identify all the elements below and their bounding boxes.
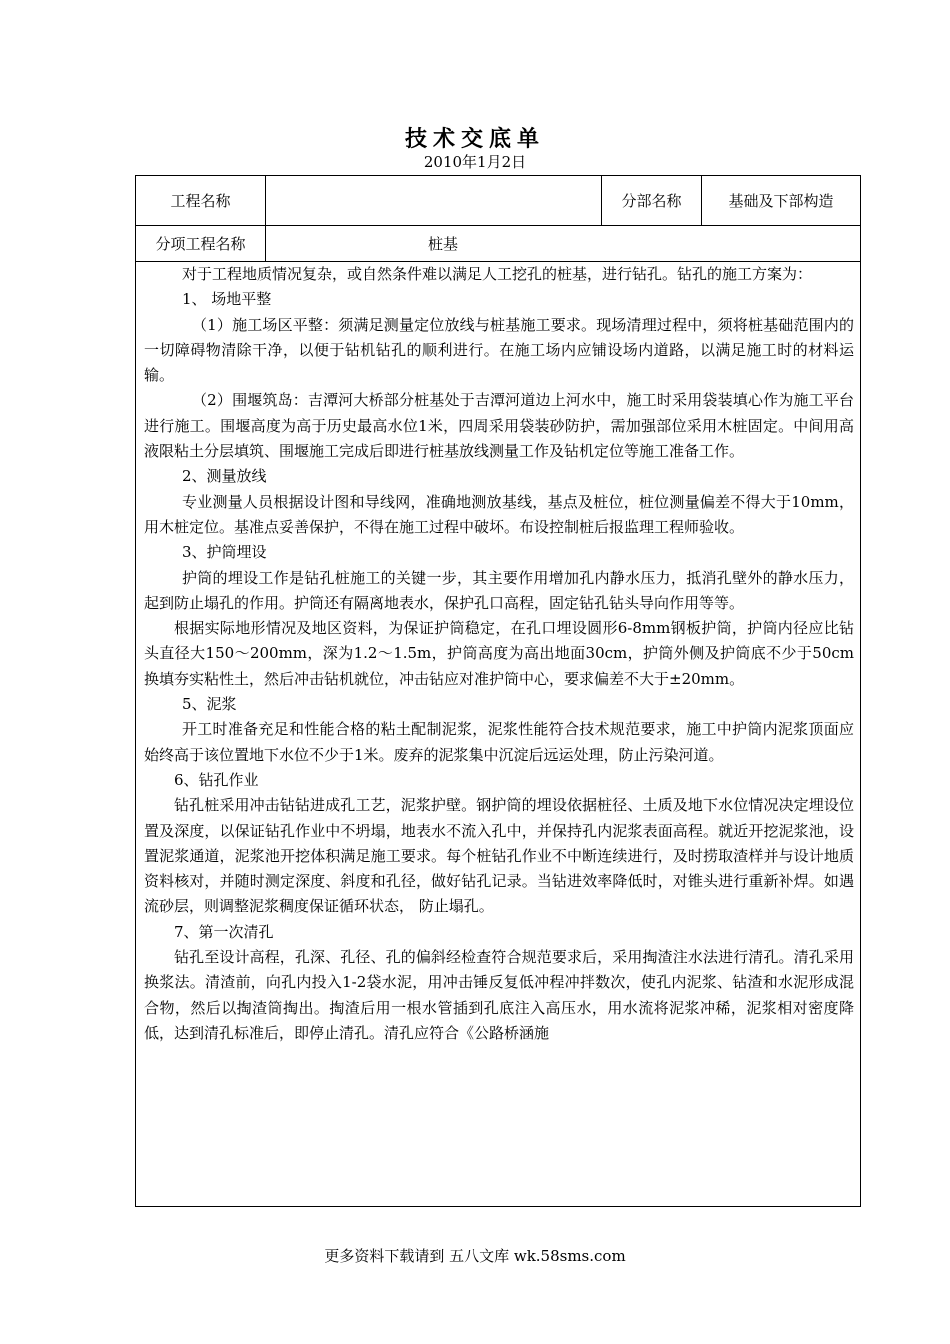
section-heading: 1、 场地平整 xyxy=(182,290,272,309)
content-paragraph: 根据实际地形情况及地区资料，为保证护筒稳定，在孔口埋设圆形6-8mm钢板护筒，护筒内径应比钻头直径大150～200mm，深为1.2～1.5m，护筒高度为高出地面30cm，护筒外侧及护筒底不少于50cm换填夯实粘性土，然后冲击钻机就位，冲击钻应对准护筒中心，要求偏差不大于±20mm。 xyxy=(144,619,854,688)
content-paragraph: 钻孔至设计高程，孔深、孔径、孔的偏斜经检查符合规范要求后，采用掏渣注水法进行清孔。清孔采用换浆法。清渣前，向孔内投入1-2袋水泥，用冲击锤反复低冲程冲拌数次，使孔内泥浆、钻渣和水泥形成混合物，然后以掏渣筒掏出。掏渣后用一根水管插到孔底注入高压水，用水流将泥浆冲稀，泥浆相对密度降低，达到清孔标准后，即停止清孔。清孔应符合《公路桥涵施 xyxy=(144,948,854,1042)
content-paragraph: （1）施工场区平整：须满足测量定位放线与桩基施工要求。现场清理过程中，须将桩基础范围内的一切障碍物清除干净，以便于钻机钻孔的顺利进行。在施工场内应铺设场内道路，以满足施工时的材料运输。 xyxy=(144,315,854,385)
content-paragraph: 开工时准备充足和性能合格的粘土配制泥浆，泥浆性能符合技术规范要求，施工中护筒内泥浆顶面应始终高于该位置地下水位不少于1米。废弃的泥浆集中沉淀后远运处理，防止污染河道。 xyxy=(144,720,854,764)
subitem-label: 分项工程名称 xyxy=(136,225,266,261)
section-heading: 5、泥浆 xyxy=(182,695,237,714)
project-name-label: 工程名称 xyxy=(136,176,266,225)
section-heading: 7、第一次清孔 xyxy=(174,922,274,941)
form-row-subitem xyxy=(136,225,860,262)
project-name-value xyxy=(266,176,602,225)
content-body xyxy=(144,262,854,1046)
document-title: 技术交底单 xyxy=(404,126,545,152)
division-value: 基础及下部构造 xyxy=(728,192,834,210)
form-row-project xyxy=(136,176,860,226)
content-paragraph: 对于工程地质情况复杂，或自然条件难以满足人工挖孔的桩基，进行钻孔。钻孔的施工方案为： xyxy=(182,265,813,283)
division-label: 分部名称 xyxy=(602,176,702,225)
disclosure-form xyxy=(135,175,861,1207)
content-paragraph: 专业测量人员根据设计图和导线网，准确地测放基线，基点及桩位，桩位测量偏差不得大于10mm，用木桩定位。基准点妥善保护，不得在施工过程中破坏。布设控制桩后报监理工程师验收。 xyxy=(144,492,854,536)
document-date: 2010年1月2日 xyxy=(423,153,527,171)
section-heading: 6、钻孔作业 xyxy=(174,770,259,789)
content-paragraph: （2）围堰筑岛：吉潭河大桥部分桩基处于吉潭河道边上河水中，施工时采用袋装填心作为施工平台进行施工。围堰高度为高于历史最高水位1米，四周采用袋装砂防护，需加强部位采用木桩固定。中间用高液限粘土分层填筑、围堰施工完成后即进行桩基放线测量工作及钻机定位等施工准备工作。 xyxy=(144,391,854,461)
footer-note: 更多资料下载请到 五八文库 wk.58sms.com xyxy=(324,1247,626,1265)
content-paragraph: 钻孔桩采用冲击钻钻进成孔工艺，泥浆护壁。钢护筒的埋设依据桩径、土质及地下水位情况决定埋设位置及深度，以保证钻孔作业中不坍塌，地表水不流入孔中，并保持孔内泥浆表面高程。就近开挖泥浆池，设置泥浆通道，泥浆池开挖体积满足施工要求。每个桩钻孔作业不中断连续进行，及时捞取渣样并与设计地质资料核对，并随时测定深度、斜度和孔径，做好钻孔记录。当钻进效率降低时，对锥头进行重新补焊。如遇流砂层，则调整泥浆稠度保证循环状态， 防止塌孔。 xyxy=(144,796,854,916)
section-heading: 2、测量放线 xyxy=(182,467,267,486)
subitem-value: 桩基 xyxy=(428,234,459,253)
content-paragraph: 护筒的埋设工作是钻孔桩施工的关键一步，其主要作用增加孔内静水压力，抵消孔壁外的静水压力，起到防止塌孔的作用。护筒还有隔离地表水，保护孔口高程，固定钻孔钻头导向作用等等。 xyxy=(144,568,854,612)
section-heading: 3、护筒埋设 xyxy=(182,543,267,562)
